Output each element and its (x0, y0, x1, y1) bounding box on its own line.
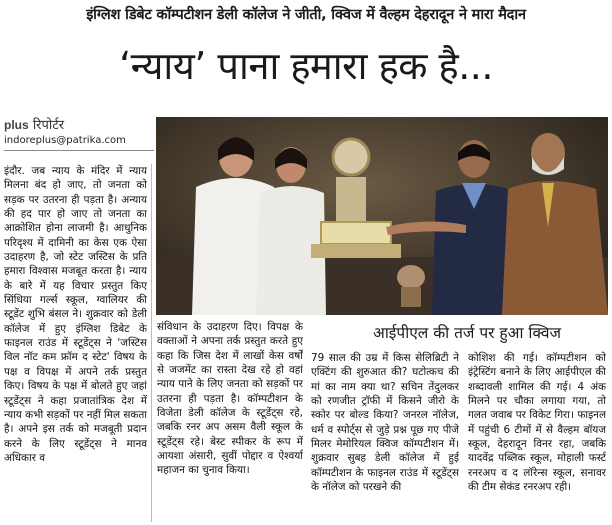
article-column-1: इंदौर. जब न्याय के मंदिर में न्याय मिलना बंद हो जाए, तो जनता को सड़क पर उतरना ही पड़ता है। अन्याय की हद पार हो जाए तो जनता का आक्रोशित होना लाजमी है। आधुनिक परिदृश्य में दामिनी का केस एक ऐसा उदाहरण है, जो स्टेट जस्टिस के प्रति हमारा विश्वास मजबूत करता है। न्याय के बारे में यह विचार प्रस्तुत किए सिंधिया गर्ल्स स्कूल, ग्वालियर की स्टूडेंट शुभि बंसल ने। शुक्रवार को डेली कॉलेज में हुए इंग्लिश डिबेट के फाइनल राउंड में स्टूडेंट्स ने 'जस्टिस विल नॉट कम फ्रॉम द स्टेट' विषय के पक्ष व विपक्ष में अपने तर्क प्रस्तुत किए। विषय के पक्ष में बोलते हुए जहां स्टूडेंट्स ने कहा प्रजातांत्रिक देश में न्याय कभी सड़कों पर नहीं मिल सकता है। अपने इस तर्क को मजबूती प्रदान करने के लिए स्टूडेंट्स ने मानव अधिकार व (4, 165, 147, 464)
award-photo-illustration (156, 117, 608, 315)
byline-label: रिपोर्टर (32, 118, 65, 133)
article-column-2: संविधान के उदाहरण दिए। विपक्ष के वक्ताओं ने अपना तर्क प्रस्तुत करते हुए कहा कि जिस देश में लाखों केस वर्षों से जजमेंट का रास्ता देख रहे हो वहां न्याय पाने के लिए जनता को सड़कों पर उतरना ही पड़ता है। कॉम्पटीशन के विजेता डेली कॉलेज के स्टूडेंट्स रहे, जबकि रनर अप असम वैली स्कूल के स्टूडेंट्स रहे। बेस्ट स्पीकर के रूप में आयशा अंसारी, सुवीं पोद्दार व ऐश्वर्या महाजन का चुनाव किया। (157, 321, 303, 477)
photo-subhead: आईपीएल की तर्ज पर हुआ क्विज (372, 324, 562, 342)
byline-rule (4, 150, 154, 151)
kicker-headline: इंग्लिश डिबेट कॉम्पटीशन डेली कॉलेज ने जीती, क्विज में वैल्हम देहरादून ने मारा मैदान (86, 7, 526, 23)
award-photo (156, 117, 608, 315)
byline (4, 117, 154, 151)
column-divider (151, 164, 152, 522)
byline-email: indoreplus@patrika.com (4, 135, 126, 146)
article-column-4: कोशिश की गई। कॉम्पटीशन को इंट्रेस्टिंग बनाने के लिए आईपीएल की शब्दावली शामिल की गई। 4 अंक मिलने पर चौका लगाया गया, तो गलत जवाब पर विकेट गिरा। फाइनल में पहुंची 6 टीमों में से वैल्हम बॉयज स्कूल, देहरादून विनर रहा, जबकि यादवेंद्र पब्लिक स्कूल, मोहाली फर्स्ट रनरअप व द लॉरेन्स स्कूल, सनावर की टीम सेकंड रनरअप रही। (468, 352, 606, 494)
article-column-3: 79 साल की उम्र में किस सेलिब्रिटी ने एक्टिंग की शुरुआत की? घटोत्कच की मां का नाम क्या था? सचिन तेंदुलकर को रणजीत ट्रॉफी में किसने जीरो के स्कोर पर बोल्ड किया? जनरल नॉलेज, धर्म व स्पोर्ट्स से जुड़े प्रश्न पूछ गए पीजे मिलर मेमोरियल क्विज कॉम्पटीशन में। शुक्रवार सुबह डेली कॉलेज में हुई कॉम्पटीशन के फाइनल राउंड में स्टूडेंट्स के नॉलेज को परखने की (311, 352, 459, 494)
byline-brand: plus (4, 118, 29, 132)
main-headline: ‘न्याय’ पाना हमारा हक है... (119, 44, 493, 88)
byline-label-row (4, 117, 154, 134)
